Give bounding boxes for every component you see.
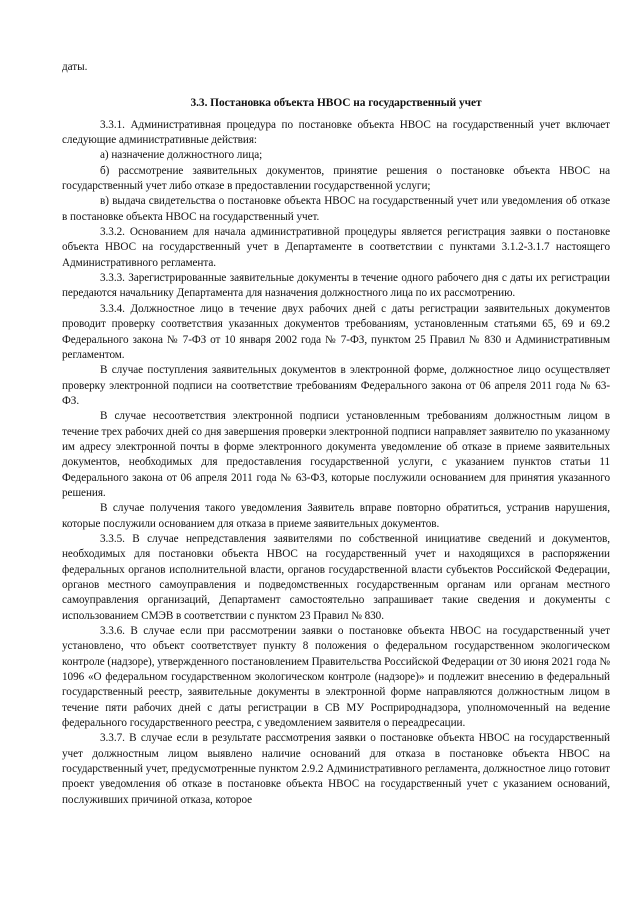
paragraph: б) рассмотрение заявительных документов, принятие решения о постановке объекта НВОС на государственный учет либо отказе в предоставлении государственной услуги; [62,164,610,193]
carryover-text: даты. [62,61,88,73]
paragraph: 3.3.4. Должностное лицо в течение двух рабочих дней с даты регистрации заявительных документов проводит проверку соответствия указанных документов требованиям, установленным статьями 65, 69 и 69.2 Федерального закона № 7-ФЗ от 10 января 2002 года № 7-ФЗ, пунктом 25 Правил № 830 и Административным регламентом. [62,302,610,361]
paragraph: 3.3.7. В случае если в результате рассмотрения заявки о постановке объекта НВОС на государственный учет должностным лицом выявлено наличие оснований для отказа в постановке объекта НВОС на государственный учет, предусмотренные пунктом 2.9.2 Административного регламента, должностное лицо готовит проект уведомления об отказе в постановке объекта НВОС на государственный учет с указанием оснований, послуживших причиной отказа, которое [62,732,610,806]
paragraph: а) назначение должностного лица; [100,149,263,162]
section-heading: 3.3. Постановка объекта НВОС на государственный учет [190,97,482,110]
paragraph: 3.3.3. Зарегистрированные заявительные документы в течение одного рабочего дня с даты их регистрации передаются начальнику Департамента для назначения должностного лица по их рассмотрению. [62,272,610,300]
paragraph: 3.3.6. В случае если при рассмотрении заявки о постановке объекта НВОС на государственный учет установлено, что объект соответствует пункту 8 положения о федеральном государственном экологическом контроле (надзоре), утвержденного постановлением Правительства Российской Федерации от 30 июня 2021 года № 1096 «О федеральном государственном экологическом контроле (надзоре)» и подлежит внесению в федеральный государственный реестр, заявительные документы в электронной форме направляются должностным лицом в течение пяти рабочих дней с даты регистрации в СВ МУ Росприроднадзора, уполномоченный на ведение федерального государственного реестра, с уведомлением заявителя о переадресации. [62,625,610,730]
paragraph: В случае поступления заявительных документов в электронной форме, должностное лицо осуществляет проверку электронной подписи на соответствие требованиям Федерального закона от 06 апреля 2011 года № 63-ФЗ. [62,364,610,407]
paragraph: 3.3.5. В случае непредставления заявителями по собственной инициативе сведений и документов, необходимых для постановки объекта НВОС на государственный учет и находящихся в распоряжении федеральных органов исполнительной власти, органов государственной власти субъектов Российской Федерации, органов местного самоуправления и подведомственных государственным органам или органам местного самоуправления организаций, Департамент самостоятельно запрашивает такие сведения и документы с использованием СМЭВ в соответствии с пунктом 23 Правил № 830. [62,532,610,622]
document-page [62,60,610,808]
paragraph: 3.3.1. Административная процедура по постановке объекта НВОС на государственный учет включает следующие административные действия: [62,118,610,147]
document-body [62,118,610,808]
paragraph: В случае получения такого уведомления Заявитель вправе повторно обратиться, устранив нарушения, которые послужили основанием для отказа в приеме заявительных документов. [62,502,610,530]
paragraph: 3.3.2. Основанием для начала административной процедуры является регистрация заявки о постановке объекта НВОС на государственный учет в Департаменте в соответствии с пунктами 3.1.2-3.1.7 настоящего Административного регламента. [62,226,610,269]
paragraph: В случае несоответствия электронной подписи установленным требованиям должностным лицом в течение трех рабочих дней со дня завершения проверки электронной подписи направляет заявителю по указанному им адресу электронной почты в форме электронного документа уведомление об отказе в приеме заявительных документов, необходимых для предоставления государственной услуги, с указанием пунктов статьи 11 Федерального закона от 06 апреля 2011 года № 63-ФЗ, которые послужили основанием для принятия указанного решения. [62,410,610,499]
paragraph: в) выдача свидетельства о постановке объекта НВОС на государственный учет или уведомления об отказе в постановке объекта НВОС на государственный учет. [62,195,610,223]
